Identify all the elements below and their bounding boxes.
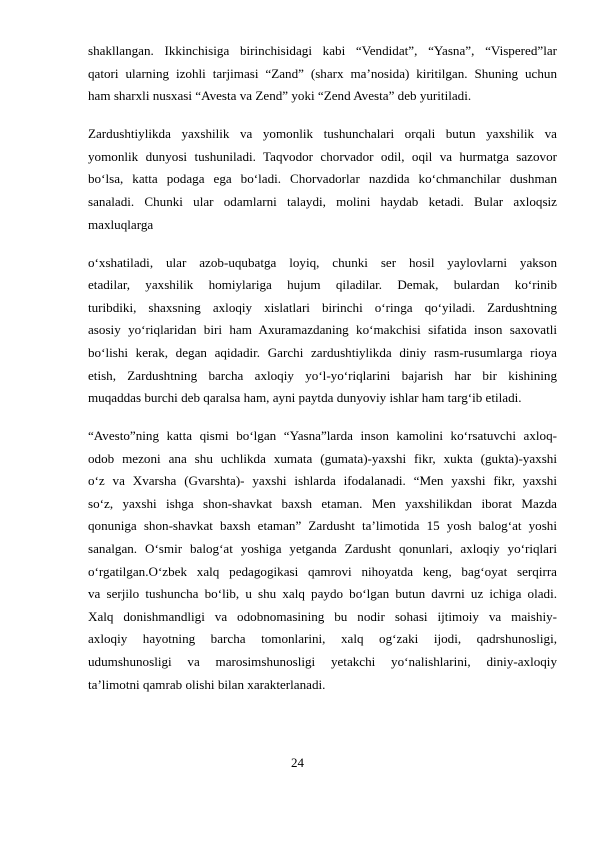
text-line: “Avesto”ning katta qismi bo‘lgan “Yasna”larda inson kamolini ko‘rsatuvchi axloq- bbox=[88, 428, 557, 444]
text-line: sanalgan. O‘smir balog‘at yoshiga yetganda Zardusht qonunlari, axloqiy yo‘riqlari bbox=[88, 541, 557, 557]
text-line: va serjilo tushuncha bo‘lib, u shu xalq paydo bo‘lgan butun davrni uz ichiga oladi. bbox=[88, 586, 557, 602]
text-line: muqaddas burchi deb qaralsa ham, ayni paytda dunyoviy ishlar ham targ‘ib etiladi. bbox=[88, 390, 522, 406]
text-line: etadilar, yaxshilik homiylariga hujum qiladilar. Demak, bulardan ko‘rinib bbox=[88, 277, 557, 293]
text-line: odob mezoni ana shu uchlikda xumata (gumata)-yaxshi fikr, xukta (gukta)-yaxshi bbox=[88, 450, 557, 466]
text-line: o‘xshatiladi, ular azob-uqubatga loyiq, chunki ser hosil yaylovlarni yakson bbox=[88, 254, 557, 270]
paragraph-yasna-pedagogy bbox=[88, 425, 557, 696]
text-line: etish, Zardushtning barcha axloqiy yo‘l-yo‘riqlarini bajarish har bir kishining bbox=[88, 367, 557, 383]
text-line: ta’limotni qamrab olishi bilan xarakterlanadi. bbox=[88, 676, 326, 692]
text-line: Xalq donishmandligi va odobnomasining bu nodir sohasi ijtimoiy va maishiy- bbox=[88, 608, 557, 624]
text-line: qatori ularning izohli tarjimasi “Zand” (sharx ma’nosida) kiritilgan. Shuning uchun bbox=[88, 65, 557, 81]
document-body bbox=[88, 40, 557, 696]
text-line: sanaladi. Chunki ular odamlarni talaydi, molini haydab ketadi. Bular axloqsiz bbox=[88, 193, 557, 209]
text-line: bo‘lsa, katta podaga ega bo‘ladi. Chorvadorlar nazdida ko‘chmanchilar dushman bbox=[88, 171, 557, 187]
text-line: o‘z va Xvarsha (Gvarshta)- yaxshi ishlarda ifodalanadi. “Men yaxshi fikr, yaxshi bbox=[88, 473, 557, 489]
page-number: 24 bbox=[291, 755, 304, 770]
text-line: qonuniga shon-shavkat baxsh etaman” Zardusht ta’limotida 15 yosh balog‘at yoshi bbox=[88, 518, 557, 534]
text-line: bo‘lishi kerak, degan aqidadir. Garchi zardushtiylikda diniy rasm-rusumlarga rioya bbox=[88, 344, 557, 360]
text-line: turibdiki, shaxsning axloqiy xislatlari birinchi o‘ringa qo‘yiladi. Zardushtning bbox=[88, 299, 557, 315]
text-line: shakllangan. Ikkinchisiga birinchisidagi kabi “Vendidat”, “Yasna”, “Vispered”lar bbox=[88, 43, 557, 58]
text-line: udumshunosligi va marosimshunosligi yetakchi yo‘nalishlarini, diniy-axloqiy bbox=[88, 654, 557, 670]
text-line: yomonlik dunyosi tushuniladi. Taqvodor chorvador odil, oqil va hurmatga sazovor bbox=[88, 148, 557, 164]
text-line: ham sharxli nusxasi “Avesta va Zend” yoki “Zend Avesta” deb yuritiladi. bbox=[88, 88, 472, 104]
text-line: o‘rgatilgan.O‘zbek xalq pedagogikasi qamrovi nihoyatda keng, bag‘oyat serqirra bbox=[88, 563, 557, 579]
paragraph-good-evil bbox=[88, 123, 557, 236]
text-line: so‘z, yaxshi ishga shon-shavkat baxsh etaman. Men yaxshilikdan iborat Mazda bbox=[88, 495, 557, 511]
paragraph-moral-qualities bbox=[88, 252, 557, 410]
text-line: axloqiy hayotning barcha tomonlarini, xalq og‘zaki ijodi, qadrshunosligi, bbox=[88, 631, 557, 647]
text-line: asosiy yo‘riqlaridan biri ham Axuramazdaning ko‘makchisi sifatida inson saxovatli bbox=[88, 322, 557, 338]
text-line: Zardushtiylikda yaxshilik va yomonlik tushunchalari orqali butun yaxshilik va bbox=[88, 126, 557, 142]
paragraph-avesta-zend bbox=[88, 40, 557, 108]
text-line: maxluqlarga bbox=[88, 216, 154, 232]
